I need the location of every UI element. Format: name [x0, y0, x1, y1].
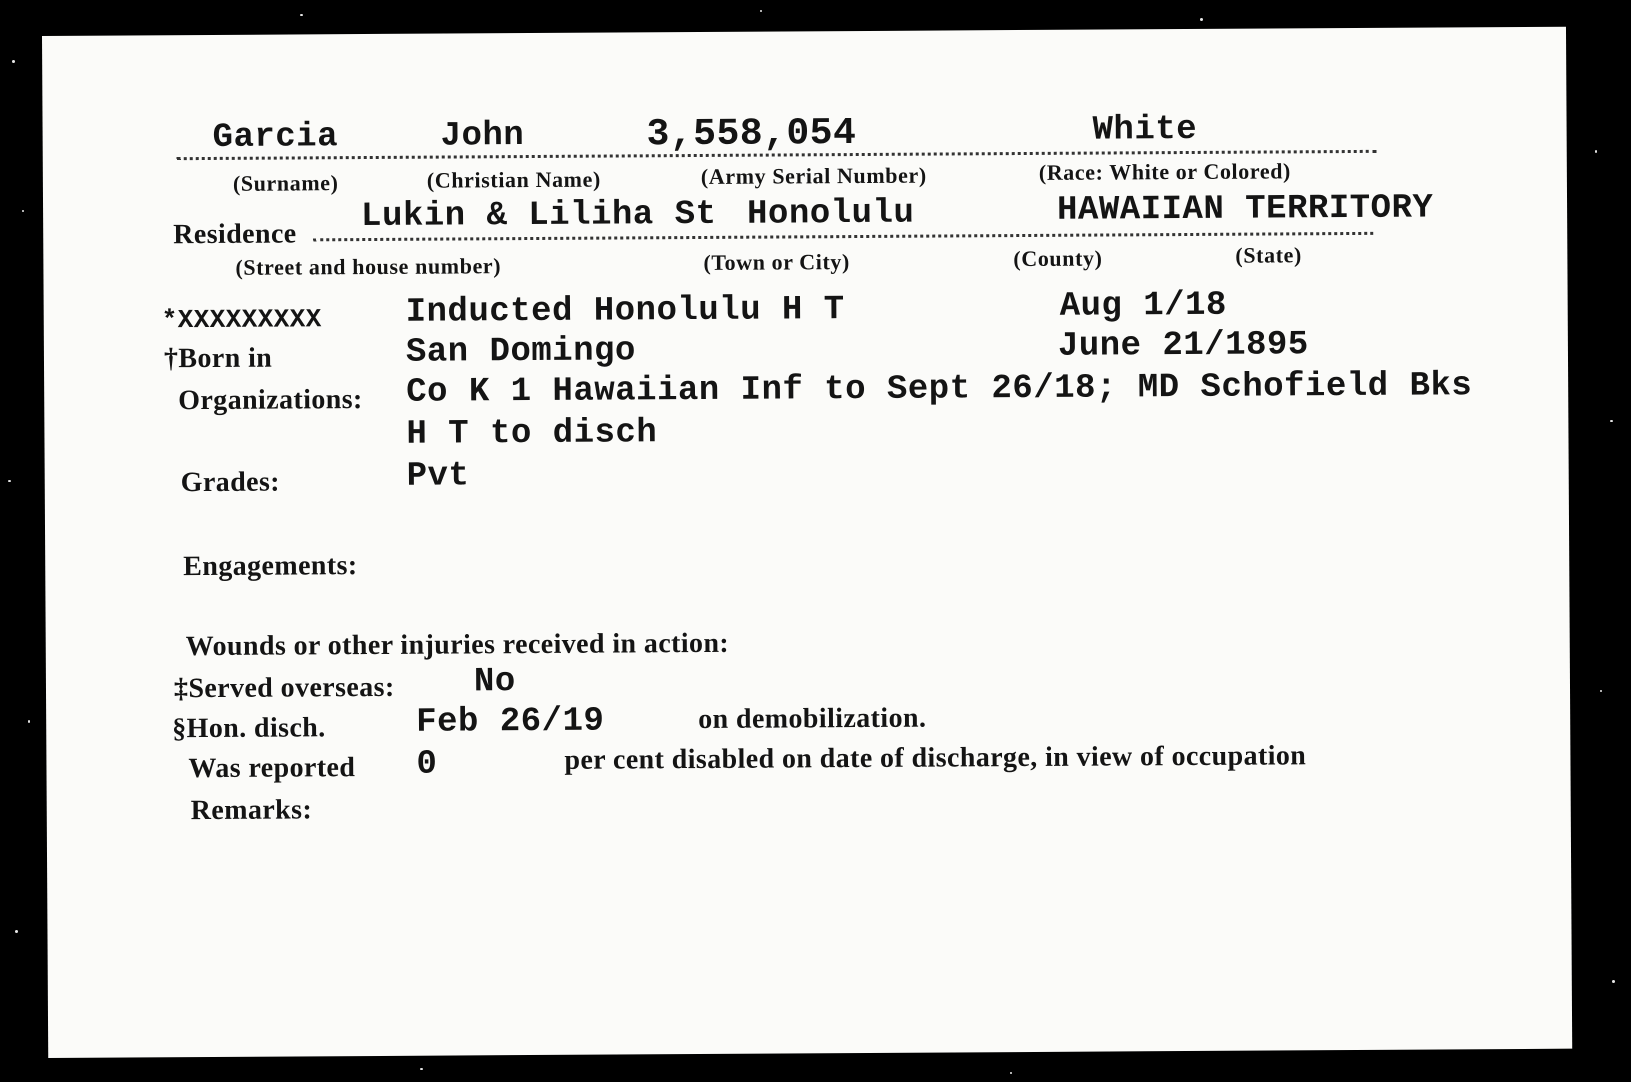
- overseas-label: ‡Served overseas:: [173, 671, 395, 705]
- dust-speck: [15, 930, 18, 933]
- surname-value: Garcia: [212, 118, 339, 157]
- town-caption: (Town or City): [703, 249, 851, 275]
- overseas-value: No: [473, 663, 516, 702]
- dust-speck: [1200, 18, 1203, 21]
- town-value: Honolulu: [746, 194, 915, 234]
- dust-speck: [1612, 980, 1615, 983]
- engagements-label: Engagements:: [183, 550, 358, 583]
- discharge-label: §Hon. disch.: [172, 712, 326, 745]
- dust-speck: [1600, 690, 1602, 692]
- christian-name-caption: (Christian Name): [426, 166, 601, 193]
- disability-label: Was reported: [188, 752, 356, 785]
- organizations-label: Organizations:: [178, 384, 363, 417]
- residence-label: Residence: [173, 218, 297, 251]
- born-date: June 21/1895: [1057, 326, 1309, 366]
- dust-speck: [8, 480, 11, 482]
- grades-label: Grades:: [180, 466, 281, 499]
- born-place: San Domingo: [405, 332, 636, 372]
- serial-number-caption: (Army Serial Number): [700, 162, 927, 189]
- race-value: White: [1092, 110, 1198, 150]
- discharge-suffix: on demobilization.: [698, 702, 927, 736]
- grades-value: Pvt: [406, 457, 470, 496]
- inducted-value: Inducted Honolulu H T: [405, 291, 845, 332]
- dust-speck: [300, 14, 303, 16]
- remarks-label: Remarks:: [190, 794, 313, 827]
- street-caption: (Street and house number): [235, 253, 502, 280]
- dust-speck: [22, 210, 24, 212]
- dust-speck: [760, 10, 762, 12]
- wounds-label: Wounds or other injuries received in action:: [185, 627, 730, 663]
- organizations-line-2: H T to disch: [406, 414, 658, 454]
- disability-value: 0: [416, 745, 438, 784]
- born-label: †Born in: [163, 342, 273, 375]
- street-value: Lukin & Liliha St: [360, 195, 717, 237]
- dust-speck: [1595, 150, 1597, 153]
- dust-speck: [28, 720, 30, 723]
- disability-suffix: per cent disabled on date of discharge, in view of occupation: [564, 740, 1307, 776]
- inducted-date: Aug 1/18: [1059, 286, 1228, 326]
- surname-caption: (Surname): [232, 170, 339, 196]
- organizations-line-1: Co K 1 Hawaiian Inf to Sept 26/18; MD Schofield Bks: [406, 367, 1473, 412]
- service-record-card: [42, 27, 1572, 1058]
- race-caption: (Race: White or Colored): [1038, 158, 1292, 185]
- state-value: HAWAIIAN TERRITORY: [1056, 189, 1434, 230]
- county-caption: (County): [1013, 245, 1103, 272]
- dust-speck: [1010, 1072, 1012, 1074]
- serial-number-value: 3,558,054: [646, 112, 857, 157]
- dust-speck: [12, 60, 15, 63]
- dust-speck: [1610, 420, 1613, 422]
- discharge-value: Feb 26/19: [416, 702, 605, 742]
- state-caption: (State): [1235, 242, 1302, 268]
- inducted-label: *XXXXXXXXX: [161, 304, 322, 336]
- christian-name-value: John: [440, 117, 525, 156]
- dust-speck: [420, 1068, 423, 1070]
